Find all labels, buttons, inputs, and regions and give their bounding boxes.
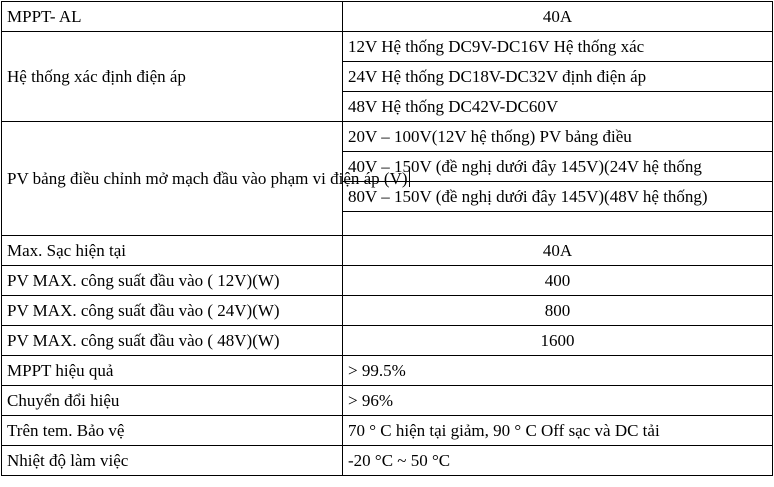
pv-range-empty [343, 212, 773, 236]
max-charge-label: Max. Sạc hiện tại [2, 236, 343, 266]
model-label: MPPT- AL [2, 2, 343, 32]
max-charge-value: 40A [343, 236, 773, 266]
conv-eff-value: > 96% [343, 386, 773, 416]
table-row [2, 122, 773, 152]
mppt-eff-value: > 99.5% [343, 356, 773, 386]
temp-protect-value: 70 ° C hiện tại giảm, 90 ° C Off sạc và DC tải [343, 416, 773, 446]
table-row [2, 416, 773, 446]
table-row [2, 32, 773, 62]
system-voltage-value: 48V Hệ thống DC42V-DC60V [343, 92, 773, 122]
table-row [2, 386, 773, 416]
table-row [2, 296, 773, 326]
work-temp-value: -20 °C ~ 50 °C [343, 446, 773, 476]
table-row [2, 2, 773, 32]
temp-protect-label: Trên tem. Bảo vệ [2, 416, 343, 446]
conv-eff-label: Chuyển đổi hiệu [2, 386, 343, 416]
pv-max-48-value: 1600 [343, 326, 773, 356]
pv-max-12-value: 400 [343, 266, 773, 296]
pv-range-value: 80V – 150V (đề nghị dưới đây 145V)(48V hệ thống) [343, 182, 773, 212]
pv-max-48-label: PV MAX. công suất đầu vào ( 48V)(W) [2, 326, 343, 356]
pv-range-cell [2, 122, 408, 236]
pv-max-12-label: PV MAX. công suất đầu vào ( 12V)(W) [2, 266, 343, 296]
system-voltage-value: 24V Hệ thống DC18V-DC32V định điện áp [343, 62, 773, 92]
table-row [2, 356, 773, 386]
table-row [2, 446, 773, 476]
model-value: 40A [343, 2, 773, 32]
system-voltage-label: Hệ thống xác định điện áp [2, 32, 343, 122]
pv-range-value: 40V – 150V (đề nghị dưới đây 145V)(24V hệ thống [343, 152, 773, 182]
pv-max-24-value: 800 [343, 296, 773, 326]
spec-table [1, 1, 773, 476]
pv-range-value: 20V – 100V(12V hệ thống) PV bảng điều [343, 122, 773, 152]
system-voltage-value: 12V Hệ thống DC9V-DC16V Hệ thống xác [343, 32, 773, 62]
table-row [2, 236, 773, 266]
pv-max-24-label: PV MAX. công suất đầu vào ( 24V)(W) [2, 296, 343, 326]
mppt-eff-label: MPPT hiệu quả [2, 356, 343, 386]
table-row [2, 266, 773, 296]
pv-range-label: PV bảng điều chỉnh mở mạch đầu vào phạm vi điện áp (V) [7, 168, 408, 188]
table-row [2, 326, 773, 356]
work-temp-label: Nhiệt độ làm việc [2, 446, 343, 476]
